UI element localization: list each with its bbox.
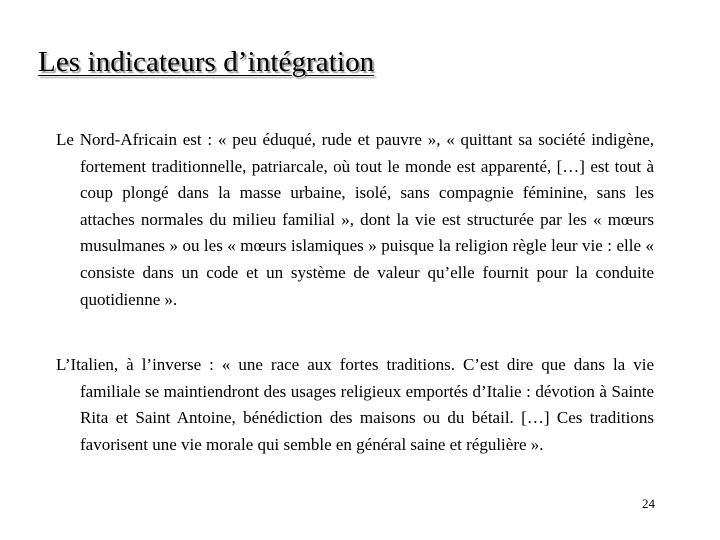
page-number: 24 xyxy=(642,496,655,511)
slide-title: Les indicateurs d’intégration xyxy=(38,46,375,78)
paragraph-north-african: Le Nord-Africain est : « peu éduqué, rude et pauvre », « quittant sa société indigène, fortement traditionnelle, patriarcale, où tout le monde est apparenté, […] est tout à coup plongé dans la masse urbaine, isolé, sans compagnie féminine, sans les attaches normales du milieu familial », dont la vie est structurée par les « mœurs musulmanes » ou les « mœurs islamiques » puisque la religion règle leur vie : elle « consiste dans un code et un système de valeur qu’elle fournit pour la conduite quotidienne ». xyxy=(56,130,654,309)
paragraph-italian: L’Italien, à l’inverse : « une race aux fortes traditions. C’est dire que dans la vie familiale se maintiendront des usages religieux emportés d’Italie : dévotion à Sainte Rita et Saint Antoine, bénédiction des maisons ou du bétail. […] Ces traditions favorisent une vie morale qui semble en général saine et régulière ». xyxy=(56,355,654,454)
